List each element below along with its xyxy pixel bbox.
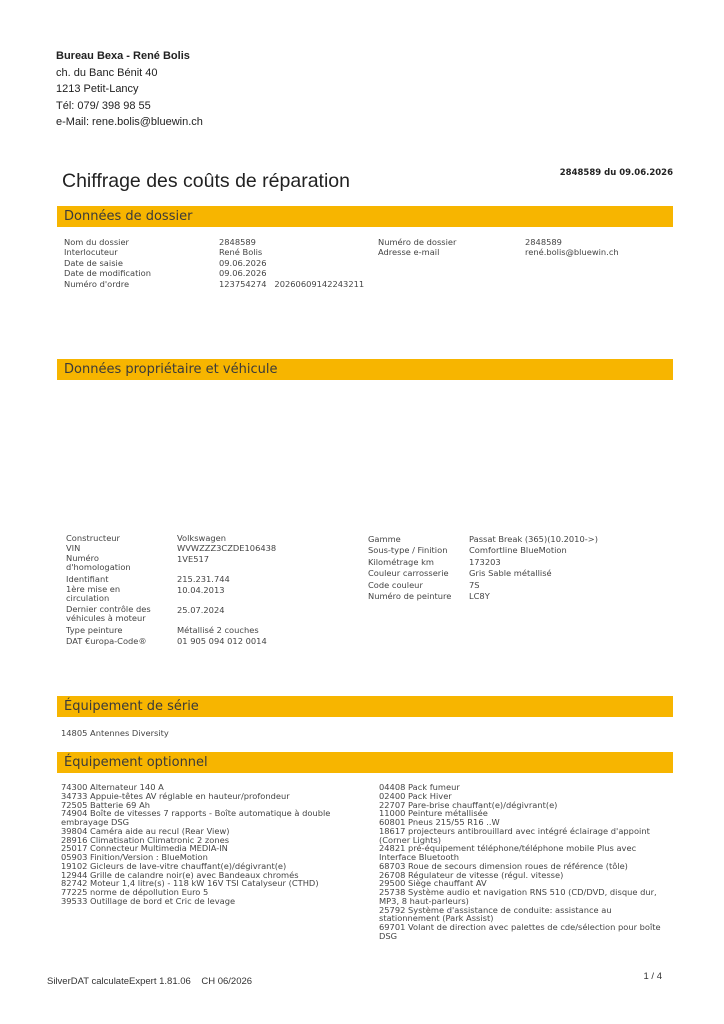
field-label: Numéro de dossier bbox=[378, 237, 457, 247]
field-label: Date de modification bbox=[64, 268, 151, 279]
field-value: Métallisé 2 couches bbox=[177, 625, 259, 636]
field-label: Numéro d'homologation bbox=[66, 552, 131, 573]
vehicle-row bbox=[368, 534, 668, 545]
field-value: René Bolis bbox=[219, 247, 263, 258]
list-item: 28916 Climatisation Climatronic 2 zones bbox=[61, 834, 230, 845]
field-value: Passat Break (365)(10.2010->) bbox=[469, 534, 598, 544]
list-item: 11000 Peinture métallisée bbox=[379, 808, 488, 819]
field-value: 09.06.2026 bbox=[219, 268, 267, 279]
field-label: Numéro de peinture bbox=[368, 590, 452, 601]
list-item: 82742 Moteur 1,4 litre(s) - 118 kW 16V TSI Catalyseur (CTHD) bbox=[61, 878, 319, 889]
field-value: 25.07.2024 bbox=[177, 604, 225, 615]
field-value: 7S bbox=[469, 579, 480, 590]
vehicle-row bbox=[368, 580, 668, 591]
section-header-optional: Équipement optionnel bbox=[57, 752, 673, 773]
field-value: 01 905 094 012 0014 bbox=[177, 635, 267, 646]
field-label: Nom du dossier bbox=[64, 237, 129, 247]
field-value: 123754274 20260609142243211 bbox=[219, 278, 365, 289]
sender-name: Bureau Bexa - René Bolis bbox=[56, 50, 190, 62]
field-value: 215.231.744 bbox=[177, 574, 230, 585]
field-label: Interlocuteur bbox=[64, 247, 118, 258]
list-item: 02400 Pack Hiver bbox=[379, 790, 452, 801]
field-value: 10.04.2013 bbox=[177, 584, 225, 595]
dossier-right-table bbox=[378, 237, 668, 258]
list-item: 77225 norme de dépollution Euro 5 bbox=[61, 887, 209, 897]
field-label: Kilométrage km bbox=[368, 556, 434, 567]
field-label: DAT €uropa-Code® bbox=[66, 635, 147, 646]
list-item: 74904 Boîte de vitesses 7 rapports - Boîte automatique à double embrayage DSG bbox=[61, 808, 331, 827]
field-value: Gris Sable métallisé bbox=[469, 568, 552, 579]
vehicle-row bbox=[368, 568, 668, 579]
page-footer: SilverDAT calculateExpert 1.81.06 CH 06/2026 bbox=[47, 976, 253, 987]
optional-equipment-left bbox=[61, 783, 351, 906]
list-item: 12944 Grille de calandre noir(e) avec Bandeaux chromés bbox=[61, 869, 299, 880]
list-item: 60801 Pneus 215/55 R16 ..W bbox=[379, 817, 500, 827]
list-item: 22707 Pare-brise chauffant(e)/dégivrant(e) bbox=[379, 799, 558, 810]
page-title: Chiffrage des coûts de réparation bbox=[62, 170, 350, 192]
field-value: 2848589 bbox=[525, 237, 562, 247]
field-label: Gamme bbox=[368, 534, 401, 544]
field-label: Constructeur bbox=[66, 533, 120, 543]
vehicle-row bbox=[66, 533, 346, 543]
list-item: 39533 Outillage de bord et Cric de levage bbox=[61, 895, 236, 906]
field-value: Volkswagen bbox=[177, 533, 227, 543]
list-item: 25792 Système d'assistance de conduite: assistance au stationnement (Park Assist) bbox=[379, 904, 612, 924]
dossier-row bbox=[378, 237, 668, 247]
field-label: Sous-type / Finition bbox=[368, 545, 448, 556]
dossier-row bbox=[64, 258, 364, 268]
dossier-row bbox=[64, 268, 364, 278]
field-label: Numéro d'ordre bbox=[64, 278, 130, 289]
sender-city: 1213 Petit-Lancy bbox=[56, 83, 139, 95]
dossier-row bbox=[378, 247, 668, 257]
page-number: 1 / 4 bbox=[643, 971, 662, 982]
field-label: Type peinture bbox=[66, 625, 123, 636]
optional-equipment-right bbox=[379, 783, 669, 941]
field-label: Identifiant bbox=[66, 574, 109, 585]
vehicle-row bbox=[368, 557, 668, 568]
vehicle-right-table bbox=[368, 534, 668, 602]
dossier-row bbox=[64, 279, 364, 289]
list-item: 04408 Pack fumeur bbox=[379, 782, 460, 792]
field-label: Adresse e-mail bbox=[378, 247, 440, 258]
sender-address bbox=[56, 48, 203, 131]
list-item: 14805 Antennes Diversity bbox=[61, 728, 169, 738]
dossier-row bbox=[64, 237, 364, 247]
list-item: 69701 Volant de direction avec palettes de cde/sélection pour boîte DSG bbox=[379, 922, 661, 941]
vehicle-row bbox=[66, 543, 346, 553]
vehicle-row bbox=[368, 545, 668, 556]
vehicle-row bbox=[66, 554, 346, 574]
document-reference: 2848589 du 09.06.2026 bbox=[559, 168, 673, 178]
list-item: 25738 Système audio et navigation RNS 510 (CD/DVD, disque dur, MP3, 8 haut-parleurs) bbox=[379, 887, 657, 906]
sender-street: ch. du Banc Bénit 40 bbox=[56, 66, 158, 79]
field-value: 1VE517 bbox=[177, 553, 210, 564]
list-item: 05903 Finition/Version : BlueMotion bbox=[61, 852, 208, 862]
sender-email: e-Mail: rene.bolis@bluewin.ch bbox=[56, 116, 203, 128]
list-item: 29500 Siège chauffant AV bbox=[379, 878, 487, 889]
field-value: WVWZZZ3CZDE106438 bbox=[177, 543, 277, 554]
list-item: 68703 Roue de secours dimension roues de référence (tôle) bbox=[379, 860, 628, 871]
vehicle-left-table bbox=[66, 533, 346, 646]
field-value: 2848589 bbox=[219, 237, 256, 247]
field-label: Date de saisie bbox=[64, 257, 123, 268]
list-item: 18617 projecteurs antibrouillard avec intégré éclairage d'appoint (Corner Lights) bbox=[379, 825, 650, 845]
field-value: 173203 bbox=[469, 556, 501, 567]
field-label: Code couleur bbox=[368, 579, 423, 590]
list-item: 72505 Batterie 69 Ah bbox=[61, 799, 151, 810]
section-header-standard: Équipement de série bbox=[57, 696, 673, 717]
vehicle-row bbox=[66, 625, 346, 635]
section-header-owner: Données propriétaire et véhicule bbox=[57, 359, 673, 380]
field-label: Couleur carrosserie bbox=[368, 568, 449, 579]
dossier-row bbox=[64, 247, 364, 257]
section-header-dossier: Données de dossier bbox=[57, 206, 673, 227]
field-value: LC8Y bbox=[469, 590, 490, 601]
list-item: 74300 Alternateur 140 A bbox=[61, 782, 164, 792]
field-value: 09.06.2026 bbox=[219, 257, 267, 268]
list-item: 24821 pré-équipement téléphone/téléphone mobile Plus avec Interface Bluetooth bbox=[379, 843, 637, 862]
list-item: 34733 Appuie-têtes AV réglable en hauteur/profondeur bbox=[61, 790, 290, 801]
vehicle-row bbox=[368, 591, 668, 602]
list-item: 19102 Gicleurs de lave-vitre chauffant(e)/dégivrant(e) bbox=[61, 860, 287, 871]
sender-phone: Tél: 079/ 398 98 55 bbox=[56, 99, 151, 112]
vehicle-row bbox=[66, 605, 346, 625]
field-label: Dernier contrôle des véhicules à moteur bbox=[66, 603, 151, 624]
vehicle-row bbox=[66, 636, 346, 646]
field-value: rené.bolis@bluewin.ch bbox=[525, 247, 619, 258]
vehicle-row bbox=[66, 574, 346, 584]
list-item: 39804 Caméra aide au recul (Rear View) bbox=[61, 825, 230, 836]
list-item: 25017 Connecteur Multimedia MEDIA-IN bbox=[61, 843, 228, 854]
field-value: Comfortline BlueMotion bbox=[469, 545, 567, 556]
list-item: 26708 Régulateur de vitesse (régul. vitesse) bbox=[379, 869, 564, 880]
standard-equipment-list bbox=[61, 728, 169, 738]
dossier-left-table bbox=[64, 237, 364, 289]
field-label: VIN bbox=[66, 543, 81, 554]
vehicle-row bbox=[66, 585, 346, 605]
field-label: 1ère mise en circulation bbox=[66, 583, 121, 604]
